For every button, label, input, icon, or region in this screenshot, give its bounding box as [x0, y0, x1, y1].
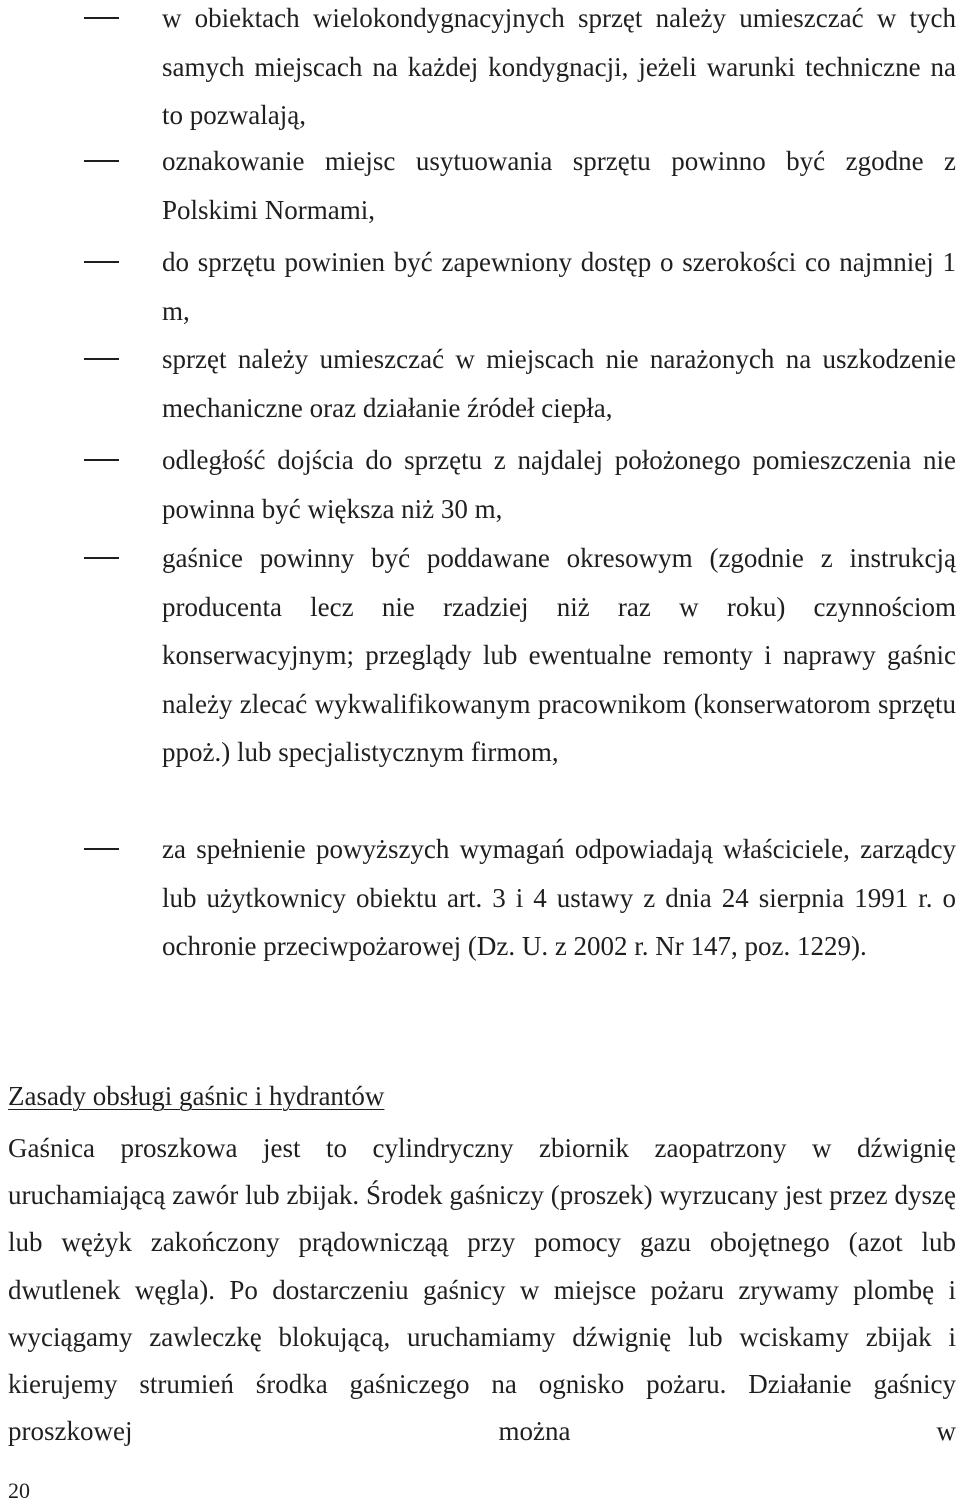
list-item-text: oznakowanie miejsc usytuowania sprzętu powinno być zgodne z Polskimi Normami, [162, 146, 956, 225]
list-item-text: w obiektach wielokondygnacyjnych sprzęt należy umieszczać w tych samych miejscach na każdej kondygnacji, jeżeli warunki techniczne na to pozwalają, [162, 3, 956, 130]
body-paragraph: Gaśnica proszkowa jest to cylindryczny zbiornik zaopatrzony w dźwignię uruchamiającą zawór lub zbijak. Środek gaśniczy (proszek) wyrzucany jest przez dyszę lub wężyk zakończony prądownicząą przy pomocy gazu obojętnego (azot lub dwutlenek węgla). Po dostarczeniu gaśnicy w miejsce pożaru zrywamy plombę i wyciągamy zawleczkę blokującą, uruchamiamy dźwignię lub wciskamy zbijak i kierujemy strumień środka gaśniczego na ognisko pożaru. Działanie gaśnicy proszkowej można w [8, 1133, 956, 1447]
list-item-text: odległość dojścia do sprzętu z najdalej położonego pomieszczenia nie powinna być większa niż 30 m, [162, 445, 956, 524]
list-item-text: gaśnice powinny być poddawane okresowym (zgodnie z instrukcją producenta lecz nie rzadziej niż raz w roku) czynnościom konserwacyjnym; przeglądy lub ewentualne remonty i naprawy gaśnic należy zlecać wykwalifikowanym pracownikom (konserwatorom sprzętu ppoż.) lub specjalistycznym firmom, [162, 543, 956, 767]
page-number: 20 [8, 1478, 30, 1503]
dash-bullet [84, 261, 119, 263]
list-item-text: do sprzętu powinien być zapewniony dostęp o szerokości co najmniej 1 m, [162, 247, 956, 326]
list-item-text: sprzęt należy umieszczać w miejscach nie narażonych na uszkodzenie mechaniczne oraz działanie źródeł ciepła, [162, 344, 956, 423]
dash-bullet [84, 848, 119, 850]
dash-bullet [84, 160, 119, 162]
dash-bullet [84, 358, 119, 360]
dash-bullet [84, 557, 119, 559]
dash-bullet [84, 459, 119, 461]
list-item-text: za spełnienie powyższych wymagań odpowiadają właściciele, zarządcy lub użytkownicy obiektu art. 3 i 4 ustawy z dnia 24 sierpnia 1991 r. o ochronie przeciwpożarowej (Dz. U. z 2002 r. Nr 147, poz. 1229). [162, 834, 956, 961]
dash-bullet [84, 17, 119, 19]
section-heading: Zasady obsługi gaśnic i hydrantów [8, 1081, 385, 1111]
